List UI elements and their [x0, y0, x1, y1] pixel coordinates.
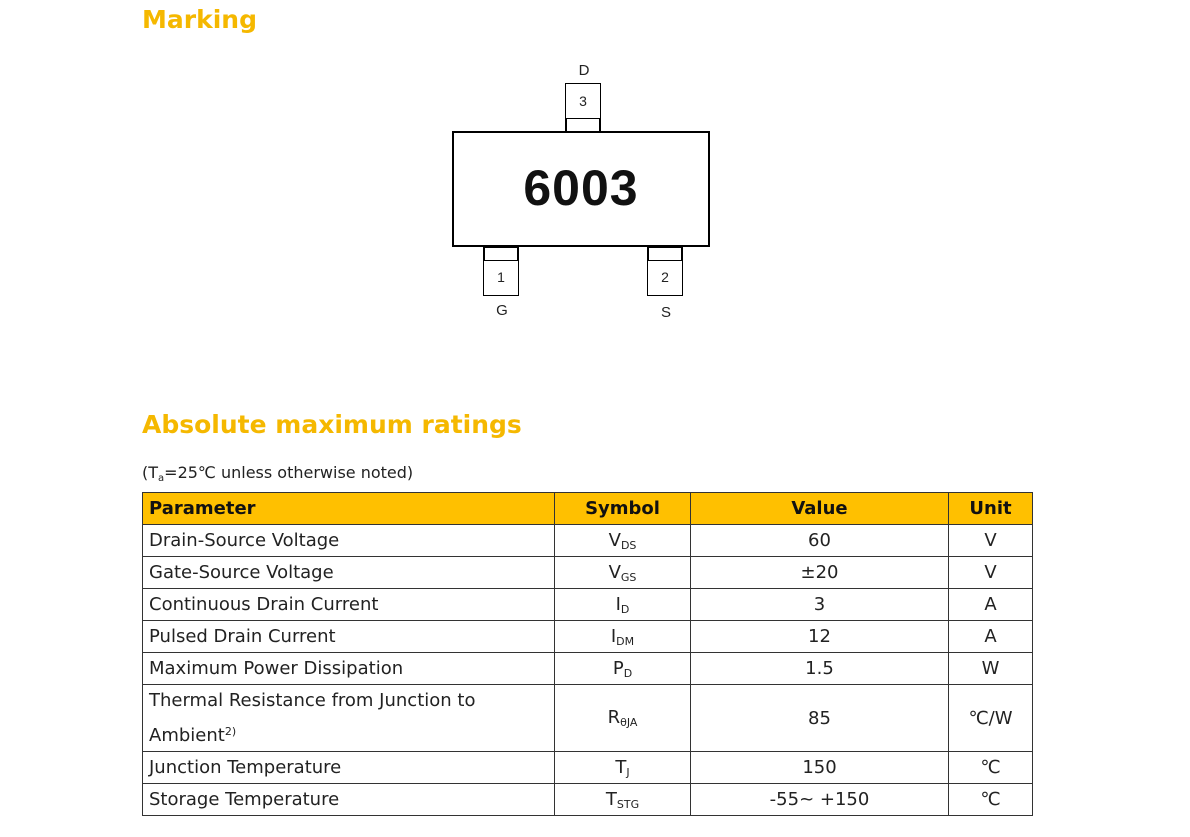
- lead-label-drain: D: [578, 62, 590, 79]
- package-body: [452, 131, 710, 247]
- table-row: [143, 589, 1033, 621]
- table-row: [143, 557, 1033, 589]
- cell-unit: V: [949, 557, 1033, 589]
- table-row: [143, 653, 1033, 685]
- marking-code: 6003: [523, 160, 639, 216]
- cell-symbol: TSTG: [555, 784, 691, 816]
- cell-symbol: RθJA: [555, 685, 691, 752]
- table-row: [143, 685, 1033, 752]
- header-symbol: Symbol: [555, 493, 691, 525]
- table-row: [143, 752, 1033, 784]
- cell-unit: ℃/W: [949, 685, 1033, 752]
- cell-parameter: Junction Temperature: [143, 752, 555, 784]
- cell-symbol: IDM: [555, 621, 691, 653]
- lead-number-drain: 3: [579, 93, 587, 109]
- cell-symbol: VGS: [555, 557, 691, 589]
- cell-value: 150: [691, 752, 949, 784]
- cell-value: 85: [691, 685, 949, 752]
- cell-value: ±20: [691, 557, 949, 589]
- cell-parameter: Drain-Source Voltage: [143, 525, 555, 557]
- cell-unit: W: [949, 653, 1033, 685]
- table-header-row: [143, 493, 1033, 525]
- cell-parameter: Storage Temperature: [143, 784, 555, 816]
- ratings-heading: Absolute maximum ratings: [142, 410, 522, 439]
- lead-number-gate: 1: [497, 269, 505, 285]
- cell-value: -55~ +150: [691, 784, 949, 816]
- lead-label-source: S: [660, 304, 671, 321]
- marking-heading: Marking: [142, 5, 257, 34]
- table-row: [143, 525, 1033, 557]
- lead-gate: [483, 246, 519, 296]
- ratings-table: [142, 492, 1033, 816]
- cell-parameter: Pulsed Drain Current: [143, 621, 555, 653]
- cell-symbol: PD: [555, 653, 691, 685]
- lead-source: [647, 246, 683, 296]
- header-parameter: Parameter: [143, 493, 555, 525]
- cell-value: 60: [691, 525, 949, 557]
- lead-number-source: 2: [661, 269, 669, 285]
- header-value: Value: [691, 493, 949, 525]
- cell-value: 1.5: [691, 653, 949, 685]
- cell-unit: A: [949, 589, 1033, 621]
- cell-parameter: Gate-Source Voltage: [143, 557, 555, 589]
- cell-symbol: ID: [555, 589, 691, 621]
- lead-drain: [565, 83, 601, 133]
- cell-unit: A: [949, 621, 1033, 653]
- cell-parameter: Maximum Power Dissipation: [143, 653, 555, 685]
- cell-unit: ℃: [949, 784, 1033, 816]
- cell-unit: ℃: [949, 752, 1033, 784]
- conditions-note: ($T_a=25℃$ unless otherwise noted): [142, 463, 414, 484]
- cell-value: 12: [691, 621, 949, 653]
- cell-value: 3: [691, 589, 949, 621]
- cell-parameter: Thermal Resistance from Junction to Ambient$^{2)}$: [143, 685, 555, 752]
- cell-unit: V: [949, 525, 1033, 557]
- table-row: [143, 621, 1033, 653]
- cell-symbol: VDS: [555, 525, 691, 557]
- cell-parameter: Continuous Drain Current: [143, 589, 555, 621]
- lead-label-gate: G: [496, 302, 508, 319]
- cell-symbol: TJ: [555, 752, 691, 784]
- table-row: [143, 784, 1033, 816]
- header-unit: Unit: [949, 493, 1033, 525]
